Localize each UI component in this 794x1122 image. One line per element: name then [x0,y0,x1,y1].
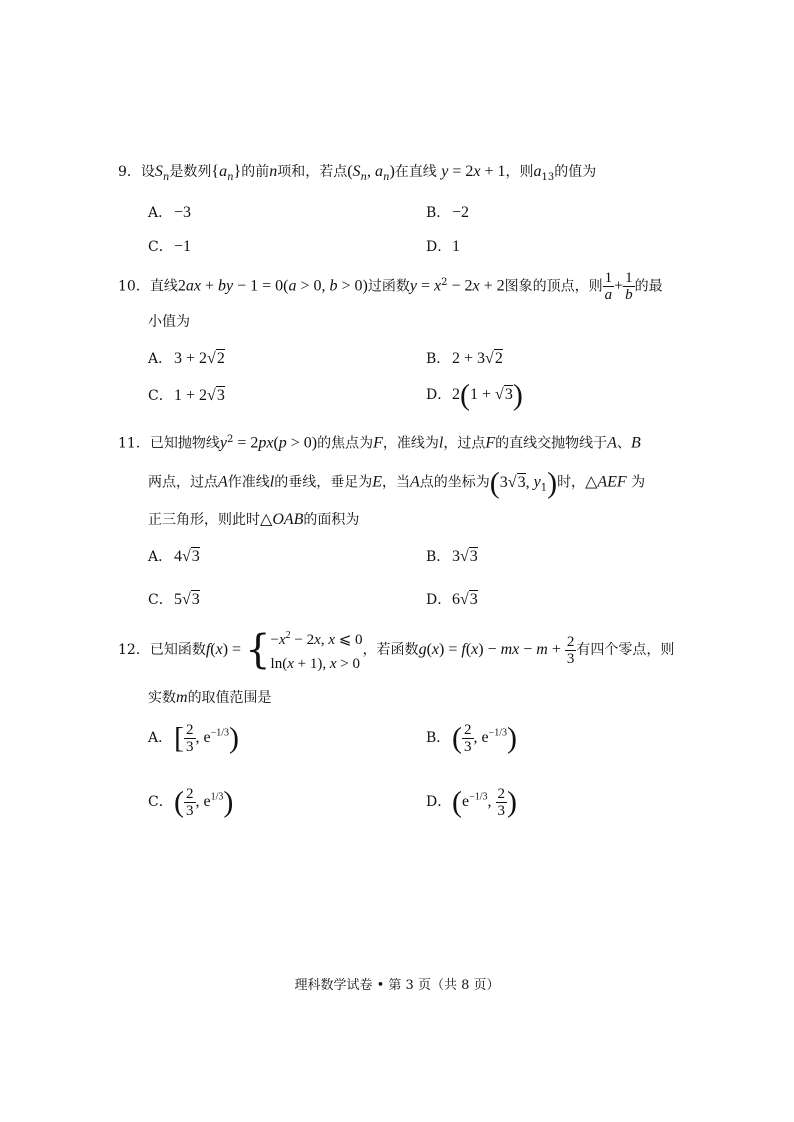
question-9: 9．设$S_n$是数列$\{a_n\}$的前n项和，若点($S_n$, $a_n$)在直线 y = 2x + 1，则$a_{13}$的值为 [118,163,597,183]
question-12: 12．已知函数f(x) = { $-x^2 - 2x$, x ⩽ 0 ln(x + 1), x > 0 ，若函数g(x) = f(x) − mx − m + $\frac{2}{3}$ 有四个零点，则 [118,627,675,673]
q11-option-c: C．5√3 [148,591,200,608]
question-number: 10． [118,278,150,295]
q10-option-a: A． 3 + 2√2 [148,350,225,367]
q9-option-b: B． −2 [426,204,470,221]
q9-option-a: A． −3 [148,204,192,221]
q12-option-d: D．($e^{-1/3}$, $\frac{2}{3}$ ) [426,785,518,819]
q12-option-c: C．( $\frac{2}{3}$ , $e^{1/3}$) [148,785,234,819]
question-10: 10．直线2ax + by − 1 = 0(a > 0, b > 0)过函数$y = x^2 - 2x + 2$图象的顶点，则 $\frac{1}{a}$ + $\frac{1}{b}$ 的最 [118,270,663,303]
question-number: 9． [118,164,141,180]
q11-option-b: B． 3√3 [426,548,478,565]
q10-option-d: D．2(1 + √3) [426,378,523,411]
page-footer: 理科数学试卷 • 第 3 页（共 8 页） [294,978,500,993]
q11-line2: 两点，过点A作准线l的垂线，垂足为E，当A点的坐标为(3√3, $y_1$)时，△AEF 为 [148,466,646,499]
q10-option-c: C．1 + 2√3 [148,387,225,404]
q11-line3: 正三角形，则此时△OAB的面积为 [148,511,360,528]
q12-line2: 实数m的取值范围是 [148,689,272,706]
q9-option-d: D．1 [426,238,460,255]
q12-option-b: B．( $\frac{2}{3}$ , $e^{-1/3}$) [426,721,518,755]
q9-option-c: C．−1 [148,238,192,255]
question-11: 11．已知抛物线$y^2 = 2px(p > 0)$的焦点为F，准线为l，过点F的直线交抛物线于A、B [118,434,641,452]
q11-option-a: A． 4√3 [148,548,200,565]
q10-line2: 小值为 [148,314,190,330]
q12-option-a: A．[ $\frac{2}{3}$ , $e^{-1/3}$) [148,721,240,755]
question-number: 12． [118,642,150,658]
q10-option-b: B． 2 + 3√2 [426,350,503,367]
q11-option-d: D．6√3 [426,591,478,608]
question-number: 11． [118,435,150,452]
